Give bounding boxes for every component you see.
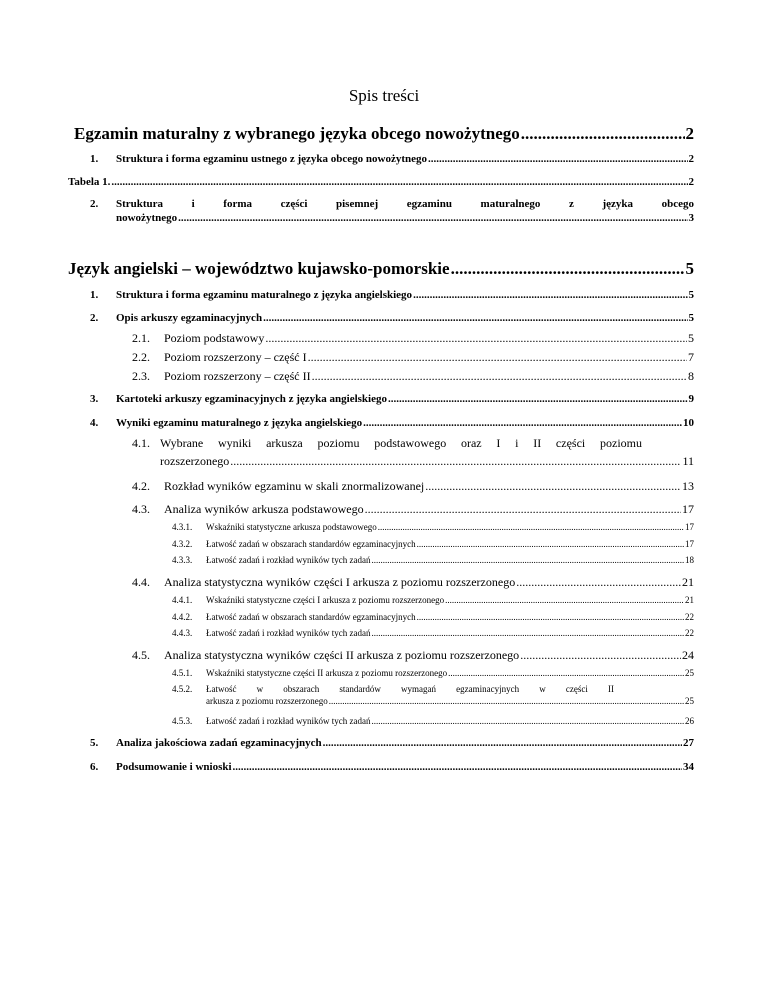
dot-leader	[371, 716, 684, 726]
toc-entry[interactable]	[132, 369, 694, 384]
toc-entry-title: Łatwość zadań i rozkład wyników tych zadań	[206, 716, 371, 726]
toc-entry-number: 1.	[90, 289, 99, 301]
toc-page-number: 2	[685, 124, 694, 143]
toc-entry-title-line2: arkusza z poziomu rozszerzonego	[206, 696, 328, 706]
toc-page-number: 21	[682, 575, 694, 589]
toc-entry-title: Łatwość zadań w obszarach standardów egzaminacyjnych	[206, 612, 416, 622]
toc-entry[interactable]	[68, 176, 694, 188]
toc-page-number: 22	[685, 628, 694, 638]
toc-entry-number: 2.	[90, 198, 99, 210]
dot-leader	[230, 454, 681, 469]
toc-entry-title: Struktura i forma egzaminu maturalnego z języka angielskiego	[116, 289, 413, 301]
dot-leader	[308, 350, 687, 365]
toc-entry-number: 4.5.2.	[172, 684, 193, 694]
toc-section-title: Język angielski – województwo kujawsko-pomorskie	[68, 259, 450, 278]
toc-page-number: 26	[685, 716, 694, 726]
toc-entry-title-line1: Łatwość w obszarach standardów wymagań egzaminacyjnych w części II	[206, 684, 614, 694]
toc-entry-title: Podsumowanie i wnioski	[116, 761, 232, 773]
dot-leader	[329, 696, 684, 706]
toc-page-number: 9	[688, 393, 694, 405]
dot-leader	[520, 648, 681, 663]
toc-entry-number: 2.1.	[132, 331, 150, 345]
dot-leader	[263, 312, 687, 324]
toc-entry[interactable]	[132, 575, 694, 590]
toc-entry-title: Kartoteki arkuszy egzaminacyjnych z języka angielskiego	[116, 393, 387, 405]
dot-leader	[521, 124, 685, 144]
toc-entry[interactable]	[90, 312, 694, 324]
toc-page-number: 11	[682, 454, 694, 468]
toc-entry[interactable]	[132, 479, 694, 494]
toc-page-number: 5	[688, 289, 694, 301]
toc-entry-number: 4.5.1.	[172, 668, 193, 678]
dot-leader	[388, 393, 688, 405]
toc-page-number: 10	[683, 417, 694, 429]
toc-entry[interactable]	[172, 555, 694, 565]
toc-entry-title: Struktura i forma egzaminu ustnego z języka obcego nowożytnego	[116, 153, 428, 165]
toc-entry-title: Poziom podstawowy	[164, 331, 265, 345]
toc-section-title: Egzamin maturalny z wybranego języka obcego nowożytnego	[74, 124, 520, 143]
dot-leader	[378, 522, 684, 532]
toc-entry-title-line2: rozszerzonego	[160, 454, 230, 468]
dot-leader	[312, 369, 687, 384]
toc-entry-title: Analiza jakościowa zadań egzaminacyjnych	[116, 737, 322, 749]
toc-entry-number: 4.1.	[132, 436, 150, 450]
toc-entry-number: 4.4.2.	[172, 612, 193, 622]
toc-page-number: 2	[688, 153, 694, 165]
toc-page-number: 3	[688, 212, 694, 224]
toc-entry-title: Analiza wyników arkusza podstawowego	[164, 502, 364, 516]
toc-entry[interactable]	[132, 502, 694, 517]
toc-entry-number: 3.	[90, 393, 99, 405]
toc-entry-number: 4.2.	[132, 479, 150, 493]
toc-entry[interactable]	[172, 522, 694, 532]
toc-entry[interactable]	[172, 628, 694, 638]
toc-entry-number: 4.4.3.	[172, 628, 193, 638]
toc-entry-title: Tabela 1.	[68, 176, 111, 188]
toc-entry-title: Poziom rozszerzony – część II	[164, 369, 311, 383]
toc-page-number: 24	[682, 648, 694, 662]
toc-entry-number: 4.3.2.	[172, 539, 193, 549]
toc-entry[interactable]	[172, 668, 694, 678]
toc-page-number: 5	[688, 312, 694, 324]
toc-page-number: 17	[682, 502, 694, 516]
toc-entry[interactable]	[132, 436, 694, 469]
toc-entry-number: 4.	[90, 417, 99, 429]
dot-leader	[111, 176, 687, 188]
toc-entry[interactable]	[172, 684, 694, 706]
toc-entry-number: 1.	[90, 153, 99, 165]
toc-entry[interactable]	[172, 595, 694, 605]
dot-leader	[363, 417, 682, 429]
dot-leader	[365, 502, 681, 517]
toc-entry[interactable]	[172, 539, 694, 549]
dot-leader	[323, 737, 682, 749]
dot-leader	[417, 539, 684, 549]
toc-page-number: 17	[685, 539, 694, 549]
dot-leader	[371, 555, 684, 565]
toc-entry[interactable]	[90, 153, 694, 165]
toc-entry-number: 4.3.1.	[172, 522, 193, 532]
toc-entry-number: 2.	[90, 312, 99, 324]
toc-entry-title-line2: nowożytnego	[116, 212, 178, 224]
toc-entry[interactable]	[90, 393, 694, 405]
dot-leader	[445, 595, 684, 605]
toc-entry-title-line1: Struktura i forma części pisemnej egzaminu maturalnego z języka obcego	[116, 198, 694, 210]
toc-page-number: 5	[685, 259, 694, 278]
dot-leader	[178, 212, 687, 224]
toc-entry-number: 4.5.3.	[172, 716, 193, 726]
toc-section-1[interactable]	[74, 124, 694, 144]
dot-leader	[413, 289, 687, 301]
dot-leader	[425, 479, 681, 494]
toc-entry-number: 4.4.1.	[172, 595, 193, 605]
toc-entry[interactable]	[90, 417, 694, 429]
toc-entry-title: Wskaźniki statystyczne arkusza podstawowego	[206, 522, 377, 532]
toc-entry-title-line1: Wybrane wyniki arkusza poziomu podstawowego oraz I i II części poziomu	[160, 436, 642, 450]
toc-entry[interactable]	[90, 198, 694, 224]
toc-entry-number: 2.3.	[132, 369, 150, 383]
toc-entry-number: 5.	[90, 737, 99, 749]
toc-page-number: 25	[685, 696, 694, 706]
toc-entry-number: 4.3.3.	[172, 555, 193, 565]
toc-entry[interactable]	[132, 331, 694, 346]
toc-page-number: 27	[683, 737, 694, 749]
dot-leader	[265, 331, 687, 346]
toc-page-number: 25	[685, 668, 694, 678]
toc-entry[interactable]	[132, 350, 694, 365]
toc-entry[interactable]	[172, 612, 694, 622]
toc-page-number: 18	[685, 555, 694, 565]
dot-leader	[428, 153, 687, 165]
dot-leader	[451, 259, 685, 279]
toc-entry-title: Analiza statystyczna wyników części I arkusza z poziomu rozszerzonego	[164, 575, 516, 589]
toc-page-number: 7	[688, 350, 694, 364]
toc-entry-title: Wyniki egzaminu maturalnego z języka angielskiego	[116, 417, 363, 429]
toc-entry-number: 6.	[90, 761, 99, 773]
toc-entry-title: Łatwość zadań i rozkład wyników tych zadań	[206, 628, 371, 638]
toc-entry[interactable]	[172, 716, 694, 726]
toc-page-number: 2	[688, 176, 694, 188]
toc-page-number: 21	[685, 595, 694, 605]
toc-entry-title: Poziom rozszerzony – część I	[164, 350, 307, 364]
toc-entry-title: Opis arkuszy egzaminacyjnych	[116, 312, 263, 324]
toc-entry-title: Łatwość zadań i rozkład wyników tych zadań	[206, 555, 371, 565]
toc-entry-title: Rozkład wyników egzaminu w skali znormalizowanej	[164, 479, 425, 493]
toc-page-number: 17	[685, 522, 694, 532]
toc-entry-number: 4.4.	[132, 575, 150, 589]
toc-entry-title: Wskaźniki statystyczne części I arkusza z poziomu rozszerzonego	[206, 595, 445, 605]
toc-entry-number: 4.3.	[132, 502, 150, 516]
dot-leader	[516, 575, 681, 590]
toc-page-number: 5	[688, 331, 694, 345]
toc-entry-title: Analiza statystyczna wyników części II arkusza z poziomu rozszerzonego	[164, 648, 520, 662]
dot-leader	[448, 668, 684, 678]
toc-entry[interactable]	[90, 289, 694, 301]
toc-page-number: 8	[688, 369, 694, 383]
toc-section-2[interactable]	[68, 259, 694, 279]
toc-entry-title: Łatwość zadań w obszarach standardów egzaminacyjnych	[206, 539, 416, 549]
toc-page-number: 13	[682, 479, 694, 493]
dot-leader	[233, 761, 682, 773]
toc-title: Spis treści	[348, 86, 420, 105]
dot-leader	[371, 628, 684, 638]
toc-entry-number: 4.5.	[132, 648, 150, 662]
toc-entry-number: 2.2.	[132, 350, 150, 364]
toc-page-number: 22	[685, 612, 694, 622]
toc-page-number: 34	[683, 761, 694, 773]
toc-entry[interactable]	[90, 737, 694, 749]
dot-leader	[417, 612, 684, 622]
toc-entry-title: Wskaźniki statystyczne części II arkusza z poziomu rozszerzonego	[206, 668, 448, 678]
toc-entry[interactable]	[90, 761, 694, 773]
toc-entry[interactable]	[132, 648, 694, 663]
